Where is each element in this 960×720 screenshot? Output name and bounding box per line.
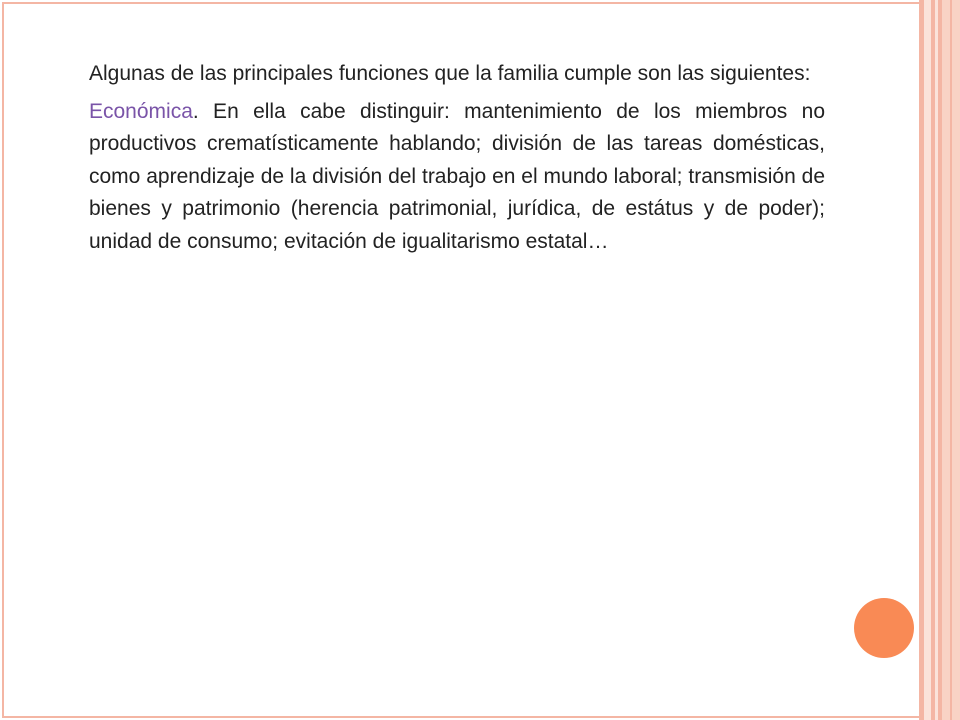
right-decorative-stripe bbox=[924, 0, 931, 720]
slide-body bbox=[89, 58, 825, 258]
economic-function-paragraph bbox=[89, 96, 825, 259]
accent-circle bbox=[854, 598, 914, 658]
economic-term: Económica bbox=[89, 99, 193, 123]
intro-paragraph: Algunas de las principales funciones que la familia cumple son las siguientes: bbox=[89, 62, 811, 85]
economic-description: . En ella cabe distinguir: mantenimiento de los miembros no productivos crematísticamente hablando; división de las tareas domésticas, como aprendizaje de la división del trabajo en el mundo laboral; transmisión de bienes y patrimonio (herencia patrimonial, jurídica, de estátus y de poder); unidad de consumo; evitación de igualitarismo estatal… bbox=[89, 99, 825, 253]
right-decorative-stripe bbox=[950, 0, 952, 720]
